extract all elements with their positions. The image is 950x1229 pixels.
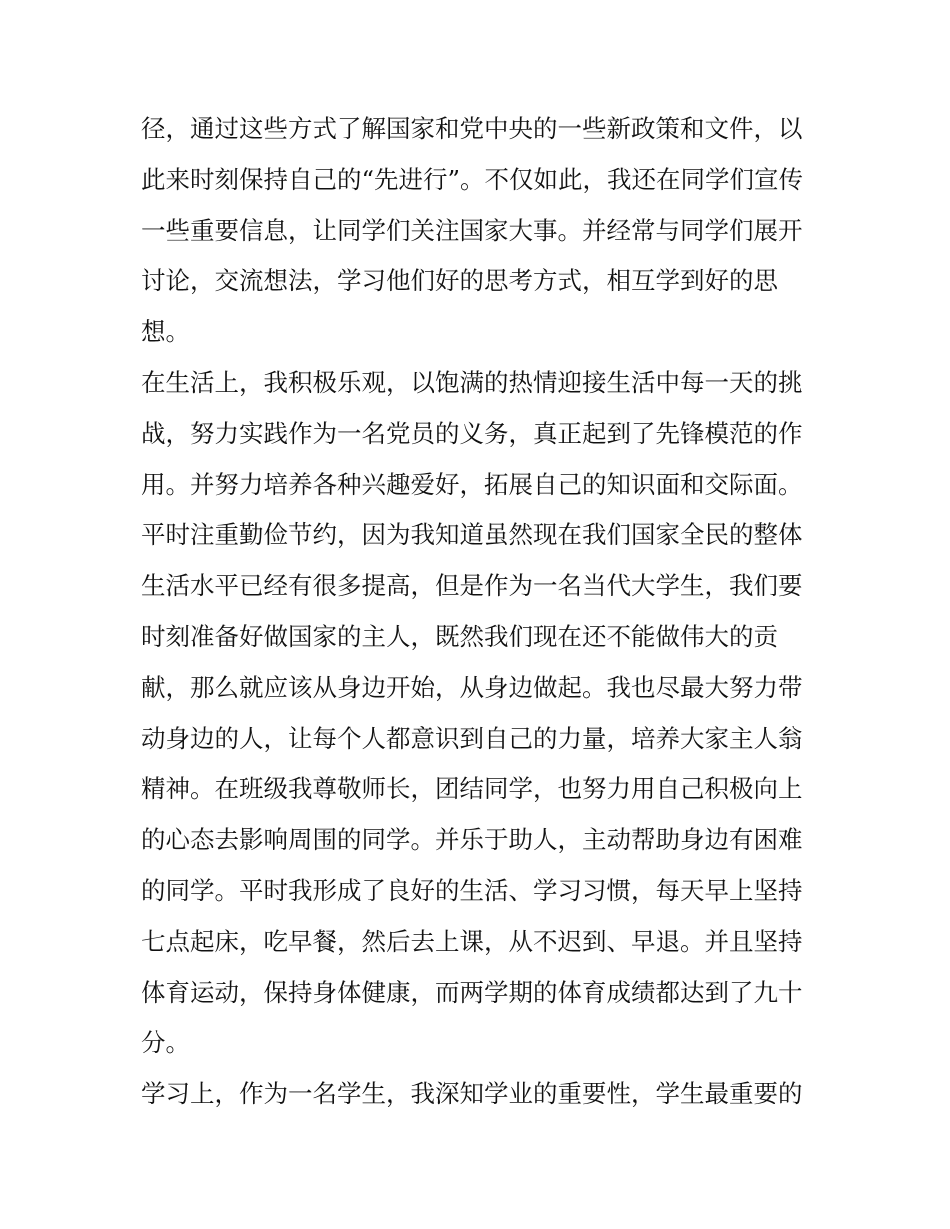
document-body (141, 104, 821, 1120)
text-line: 的同学。平时我形成了良好的生活、学习习惯，每天早上坚持 (141, 875, 803, 905)
text-line: 在生活上，我积极乐观，以饱满的热情迎接生活中每一天的挑 (141, 367, 803, 397)
text-line: 时刻准备好做国家的主人，既然我们现在还不能做伟大的贡 (141, 621, 778, 651)
text-line: 平时注重勤俭节约，因为我知道虽然现在我们国家全民的整体 (141, 520, 803, 550)
text-line: 分。 (141, 1028, 190, 1058)
text-line: 献，那么就应该从身边开始，从身边做起。我也尽最大努力带 (141, 672, 803, 702)
text-line: 学习上，作为一名学生，我深知学业的重要性，学生最重要的 (141, 1079, 803, 1109)
text-line: 精神。在班级我尊敬师长，团结同学，也努力用自己积极向上 (141, 774, 803, 804)
text-line: 体育运动，保持身体健康，而两学期的体育成绩都达到了九十 (141, 977, 803, 1007)
text-line: 此来时刻保持自己的“先进行”。不仅如此，我还在同学们宣传 (141, 164, 804, 194)
text-line: 讨论，交流想法，学习他们好的思考方式，相互学到好的思 (141, 266, 778, 296)
text-line: 的心态去影响周围的同学。并乐于助人，主动帮助身边有困难 (141, 825, 803, 855)
text-line: 战，努力实践作为一名党员的义务，真正起到了先锋模范的作 (141, 418, 803, 448)
text-line: 想。 (141, 317, 190, 347)
text-line: 径，通过这些方式了解国家和党中央的一些新政策和文件，以 (141, 114, 803, 143)
text-line: 用。并努力培养各种兴趣爱好，拓展自己的知识面和交际面。 (141, 469, 803, 499)
text-line: 动身边的人，让每个人都意识到自己的力量，培养大家主人翁 (141, 723, 803, 753)
text-line: 一些重要信息，让同学们关注国家大事。并经常与同学们展开 (141, 215, 803, 245)
text-line: 生活水平已经有很多提高，但是作为一名当代大学生，我们要 (141, 571, 803, 601)
text-line: 七点起床，吃早餐，然后去上课，从不迟到、早退。并且坚持 (141, 926, 803, 956)
